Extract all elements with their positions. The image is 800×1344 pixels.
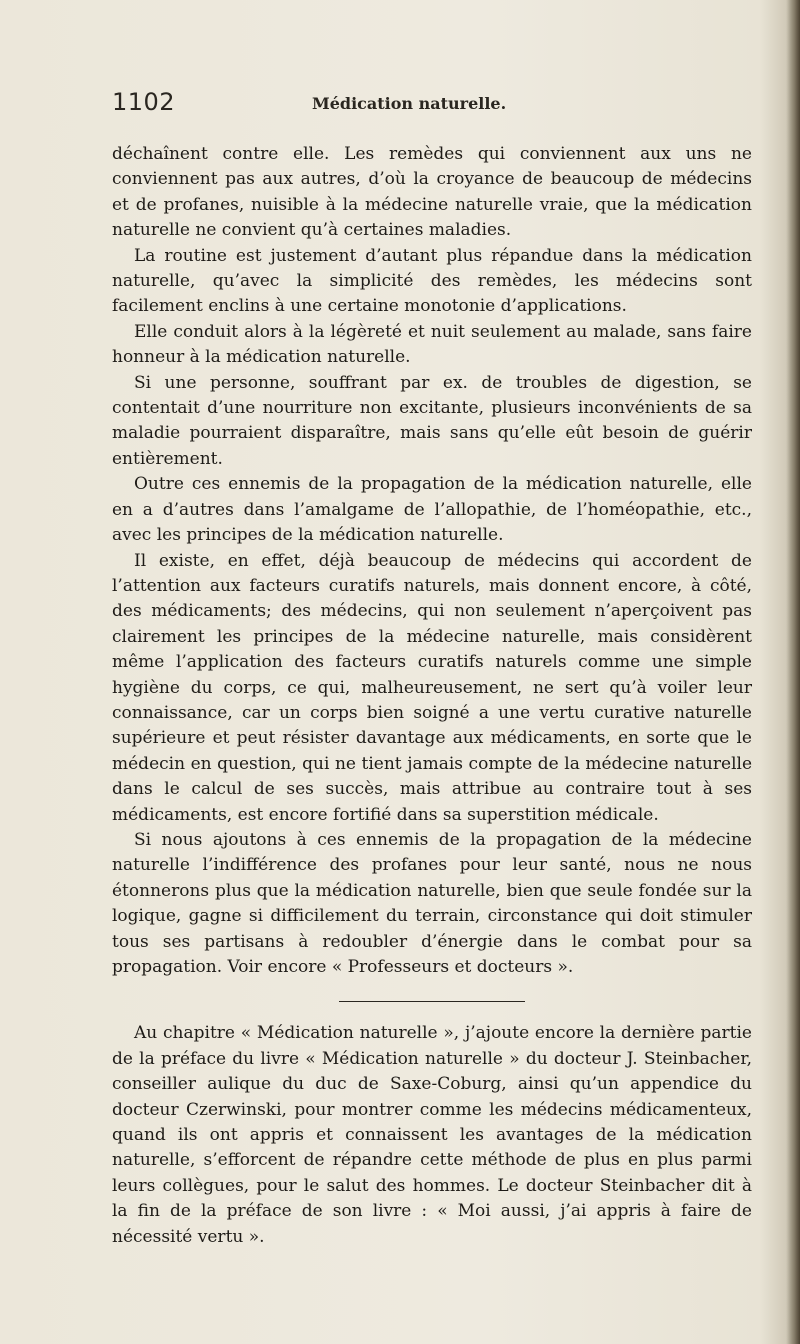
running-title: Médication naturelle.	[312, 94, 507, 113]
page-header	[112, 88, 752, 122]
body-text	[112, 142, 752, 1250]
paragraph: Si nous ajoutons à ces ennemis de la propagation de la médecine naturelle l’indifférence des profanes pour leur santé, nous ne nous étonnerons plus que la médication naturelle, bien que seule fondée sur la logique, gagne si difficilement du terrain, circonstance qui doit stimuler tous ses partisans à redoubler d’énergie dans le combat pour sa propagation. Voir encore « Professeurs et docteurs ».	[112, 829, 752, 977]
paragraph: Outre ces ennemis de la propagation de la médication naturelle, elle en a d’autres dans l’amalgame de l’allopathie, de l’homéopathie, etc., avec les principes de la médication naturelle.	[112, 474, 752, 546]
paragraph: Au chapitre « Médication naturelle », j’ajoute encore la dernière partie de la préface du livre « Médication naturelle » du docteur J. Steinbacher, conseiller aulique du duc de Saxe-Coburg, ainsi qu’un appendice du docteur Czerwinski, pour montrer comme les médecins médicamenteux, quand ils ont appris et connaissent les avantages de la médication naturelle, s’efforcent de répandre cette méthode de plus en plus parmi leurs collègues, pour le salut des hommes. Le docteur Steinbacher dit à la fin de la préface de son livre : « Moi aussi, j’ai appris à faire de nécessité vertu ».	[112, 1023, 752, 1247]
paragraph: Il existe, en effet, déjà beaucoup de médecins qui accordent de l’attention aux facteurs curatifs naturels, mais donnent encore, à côté, des médicaments; des médecins, qui non seulement n’aperçoivent pas clairement les principes de la médecine naturelle, mais considèrent même l’application des facteurs curatifs naturels comme une simple hygiène du corps, ce qui, malheureusement, ne sert qu’à voiler leur connaissance, car un corps bien soigné a une vertu curative naturelle supérieure et peut résister davantage aux médicaments, en sorte que le médecin en question, qui ne tient jamais compte de la médecine naturelle dans le calcul de ses succès, mais attribue au contraire tout à ses médicaments, est encore fortifié dans sa superstition médicale.	[112, 550, 752, 825]
paragraph: Elle conduit alors à la légèreté et nuit seulement au malade, sans faire honneur à la médication naturelle.	[112, 321, 752, 368]
paragraph: La routine est justement d’autant plus répandue dans la médication naturelle, qu’avec la simplicité des remèdes, les médecins sont facilement enclins à une certaine monotonie d’applications.	[112, 245, 752, 317]
page-number: 1102	[112, 88, 176, 116]
section-separator	[339, 1001, 525, 1002]
paragraph: déchaînent contre elle. Les remèdes qui conviennent aux uns ne conviennent pas aux autres, d’où la croyance de beaucoup de médecins et de profanes, nuisible à la médecine naturelle vraie, que la médication naturelle ne convient qu’à certaines maladies.	[112, 144, 752, 241]
page-edge-shadow	[786, 0, 800, 1344]
paragraph: Si une personne, souffrant par ex. de troubles de digestion, se contentait d’une nourriture non excitante, plusieurs inconvénients de sa maladie pourraient disparaître, mais sans qu’elle eût besoin de guérir entièrement.	[112, 372, 752, 469]
